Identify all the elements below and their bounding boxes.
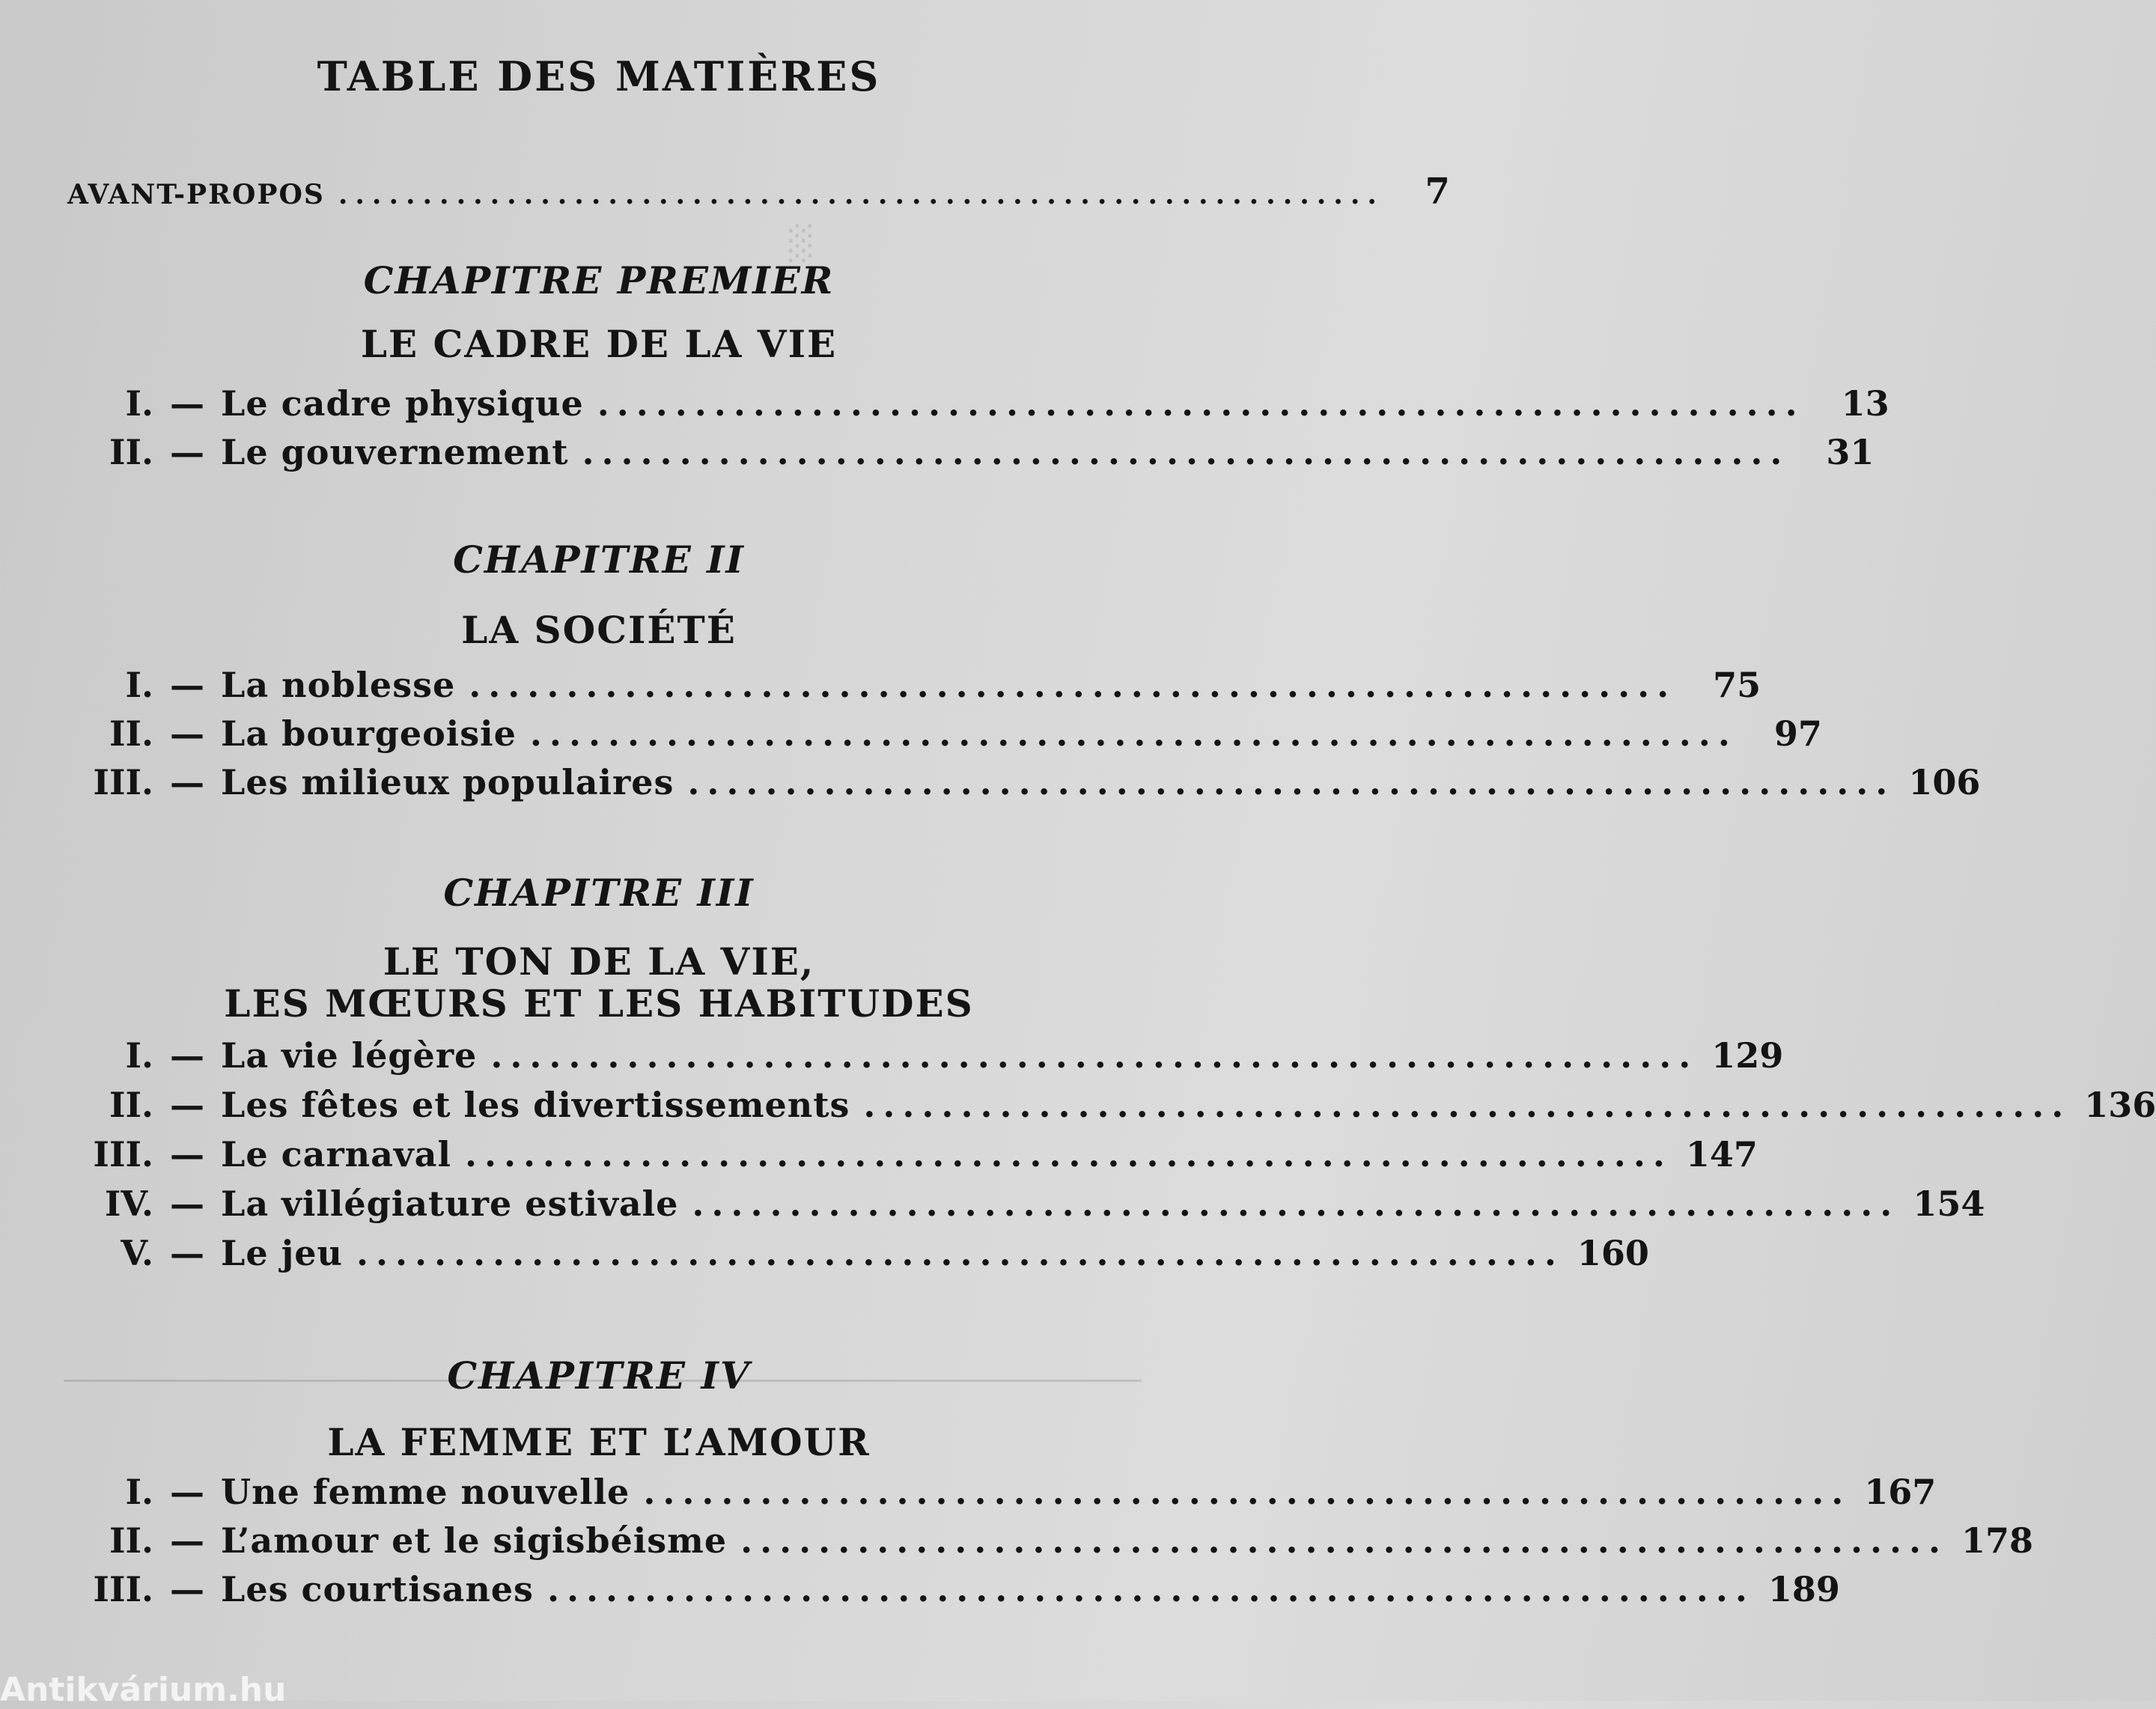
dot-leader: .............................................................. [597, 383, 1805, 424]
entry-page: 178 [1961, 1520, 2034, 1561]
dot-leader: .............................................................. [740, 1520, 1949, 1561]
toc-entry[interactable] [67, 762, 1981, 807]
chapter-heading-3: CHAPITRE III [443, 871, 755, 915]
entry-dash: — [170, 1035, 204, 1076]
entry-dash: — [170, 665, 204, 705]
entry-label: La bourgeoisie [221, 713, 517, 754]
dot-leader: .............................................................. [687, 762, 1895, 802]
entry-page: 97 [1773, 713, 1822, 754]
toc-entry[interactable] [67, 432, 1875, 477]
toc-entry-avant-propos[interactable] [67, 171, 1450, 213]
dot-leader: .............................................................. [338, 179, 1384, 210]
entry-number: II. [109, 432, 153, 472]
entry-dash: — [170, 762, 204, 802]
entry-page: 31 [1826, 432, 1875, 472]
entry-number: II. [109, 713, 153, 754]
chapter-heading-2: CHAPITRE II [453, 537, 745, 582]
entry-dash: — [170, 432, 204, 472]
entry-dash: — [170, 1183, 204, 1224]
dot-leader: .............................................................. [863, 1085, 2071, 1125]
entry-page: 13 [1841, 383, 1889, 424]
chapter-title-1: LE CADRE DE LA VIE [360, 322, 838, 366]
entry-label: Le jeu [221, 1233, 343, 1273]
dot-leader: .............................................................. [464, 1134, 1672, 1175]
watermark: Antikvárium.hu [0, 1671, 287, 1709]
entry-label: L’amour et le sigisbéisme [221, 1520, 728, 1561]
dot-leader: .............................................................. [356, 1233, 1564, 1273]
entry-label: Le carnaval [221, 1134, 451, 1175]
entry-page: 129 [1711, 1035, 1784, 1076]
chapter-heading-4: CHAPITRE IV [447, 1353, 751, 1398]
entry-number: III. [93, 1569, 153, 1609]
toc-entry[interactable] [67, 383, 1889, 428]
entry-dash: — [170, 1085, 204, 1125]
entry-label: La noblesse [221, 665, 456, 705]
entry-number: III. [93, 762, 153, 802]
entry-label: Une femme nouvelle [221, 1472, 630, 1512]
chapter-title-2: LA SOCIÉTÉ [461, 608, 737, 652]
entry-label: Le cadre physique [221, 383, 584, 424]
entry-label: Les courtisanes [221, 1569, 534, 1609]
entry-label: AVANT-PROPOS [67, 179, 325, 210]
chapter-title-3-line1: LE TON DE LA VIE, [383, 939, 815, 984]
entry-number: I. [125, 665, 153, 705]
chapter-title-3-line2: LES MŒURS ET LES HABITUDES [224, 981, 974, 1026]
entry-page: 136 [2084, 1085, 2156, 1125]
entry-dash: — [170, 1472, 204, 1512]
toc-entry[interactable] [67, 665, 1761, 710]
chapter-title-4: LA FEMME ET L’AMOUR [327, 1420, 871, 1464]
dot-leader: .............................................................. [692, 1183, 1900, 1224]
entry-page: 75 [1713, 665, 1761, 705]
toc-entry[interactable] [67, 1134, 1758, 1179]
entry-dash: — [170, 1520, 204, 1561]
toc-entry[interactable] [67, 713, 1822, 758]
entry-page: 160 [1577, 1233, 1649, 1273]
dot-leader: .............................................................. [582, 432, 1790, 472]
entry-page: 106 [1908, 762, 1981, 802]
entry-label: Les fêtes et les divertissements [221, 1085, 850, 1125]
dot-leader: .............................................................. [643, 1472, 1851, 1512]
toc-entry[interactable] [67, 1472, 1937, 1517]
entry-dash: — [170, 1233, 204, 1273]
entry-page: 189 [1767, 1569, 1840, 1609]
toc-entry[interactable] [67, 1233, 1649, 1278]
page-title: TABLE DES MATIÈRES [317, 52, 881, 100]
entry-number: I. [125, 383, 153, 424]
entry-number: II. [109, 1520, 153, 1561]
entry-page: 147 [1685, 1134, 1758, 1175]
chapter-heading-1: CHAPITRE PREMIER [363, 258, 835, 302]
toc-entry[interactable] [67, 1183, 1985, 1228]
entry-number: II. [109, 1085, 153, 1125]
entry-number: V. [121, 1233, 153, 1273]
entry-number: IV. [104, 1183, 153, 1224]
entry-label: Les milieux populaires [221, 762, 674, 802]
entry-number: I. [125, 1472, 153, 1512]
toc-entry[interactable] [67, 1085, 2156, 1130]
toc-entry[interactable] [67, 1569, 1840, 1614]
entry-number: I. [125, 1035, 153, 1076]
show-through-1: ░ [786, 225, 811, 263]
dot-leader: .............................................................. [546, 1569, 1755, 1609]
entry-label: Le gouvernement [221, 432, 569, 472]
entry-dash: — [170, 1569, 204, 1609]
entry-label: La villégiature estivale [221, 1183, 679, 1224]
toc-entry[interactable] [67, 1035, 1784, 1080]
dot-leader: .............................................................. [529, 713, 1738, 754]
toc-entry[interactable] [67, 1520, 2034, 1565]
entry-dash: — [170, 1134, 204, 1175]
entry-page: 154 [1913, 1183, 1985, 1224]
dot-leader: .............................................................. [469, 665, 1677, 705]
entry-dash: — [170, 383, 204, 424]
entry-number: III. [93, 1134, 153, 1175]
dot-leader: .............................................................. [490, 1035, 1699, 1076]
entry-label: La vie légère [221, 1035, 478, 1076]
entry-page: 167 [1864, 1472, 1937, 1512]
entry-page: 7 [1425, 171, 1450, 213]
entry-dash: — [170, 713, 204, 754]
